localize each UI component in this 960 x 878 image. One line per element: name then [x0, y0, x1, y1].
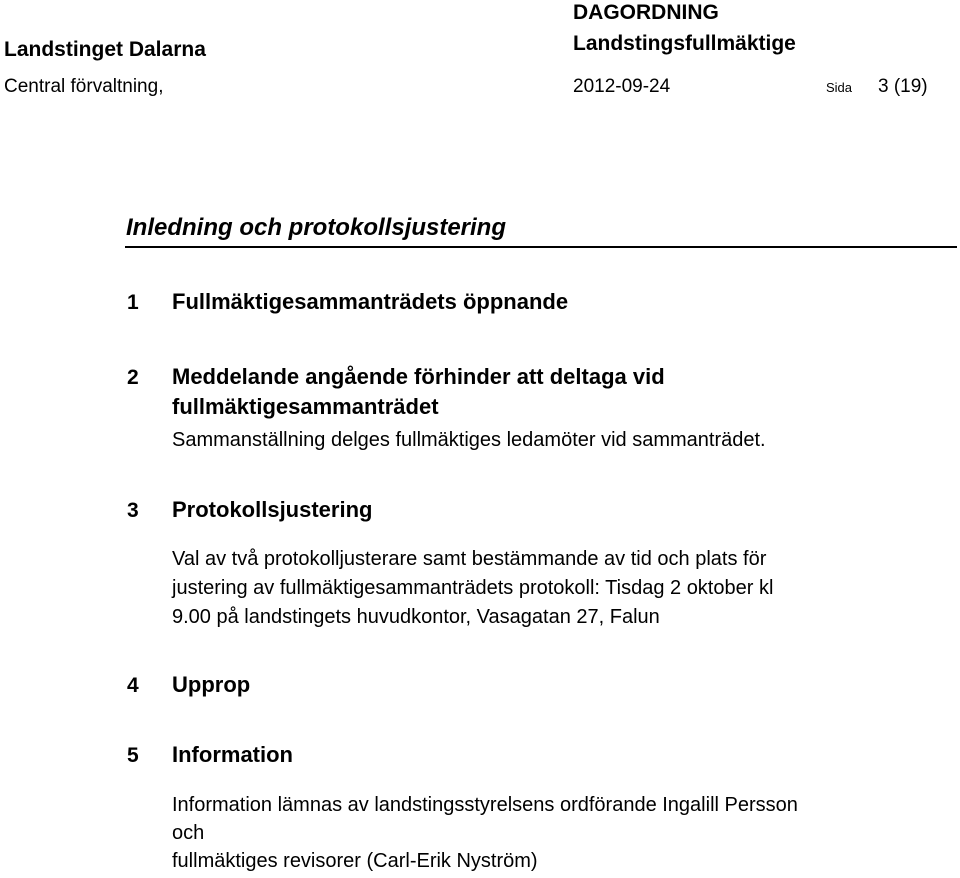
- agenda-item-2-number: 2: [127, 366, 139, 389]
- agenda-item-2-text: Sammanställning delges fullmäktiges ledamöter vid sammanträdet.: [172, 429, 766, 451]
- agenda-item-5-text-line-3: fullmäktiges revisorer (Carl-Erik Nyström): [172, 850, 538, 872]
- department-name: Central förvaltning,: [4, 76, 164, 97]
- document-date: 2012-09-24: [573, 76, 671, 97]
- page-label: Sida: [826, 80, 853, 95]
- agenda-item-3-number: 3: [127, 499, 139, 522]
- agenda-item-5-number: 5: [127, 744, 139, 767]
- agenda-item-1-title: Fullmäktigesammanträdets öppnande: [172, 289, 569, 314]
- agenda-item-3-text-line-2: justering av fullmäktigesammanträdets protokoll: Tisdag 2 oktober kl: [172, 577, 774, 599]
- section-divider: [125, 246, 957, 248]
- agenda-item-5-title: Information: [172, 742, 293, 767]
- governing-body: Landstingsfullmäktige: [573, 32, 796, 55]
- agenda-item-4-title: Upprop: [172, 672, 251, 697]
- section-title: Inledning och protokollsjustering: [126, 214, 507, 241]
- agenda-item-3-text-line-3: 9.00 på landstingets huvudkontor, Vasagatan 27, Falun: [172, 606, 660, 628]
- agenda-item-5-text-line-1: Information lämnas av landstingsstyrelsens ordförande Ingalill Persson: [172, 794, 798, 816]
- agenda-item-5-text-line-2: och: [172, 822, 205, 844]
- agenda-item-2-title-line-2: fullmäktigesammanträdet: [172, 394, 439, 419]
- agenda-item-3-text-line-1: Val av två protokolljusterare samt bestämmande av tid och plats för: [172, 548, 767, 570]
- document-type: DAGORDNING: [573, 1, 719, 24]
- agenda-item-4-number: 4: [127, 674, 139, 697]
- organization-name: Landstinget Dalarna: [4, 38, 206, 61]
- agenda-item-1-number: 1: [127, 291, 139, 314]
- agenda-item-3-title: Protokollsjustering: [172, 497, 373, 522]
- agenda-item-2-title-line-1: Meddelande angående förhinder att deltaga vid: [172, 364, 665, 389]
- page-number: 3 (19): [878, 76, 928, 97]
